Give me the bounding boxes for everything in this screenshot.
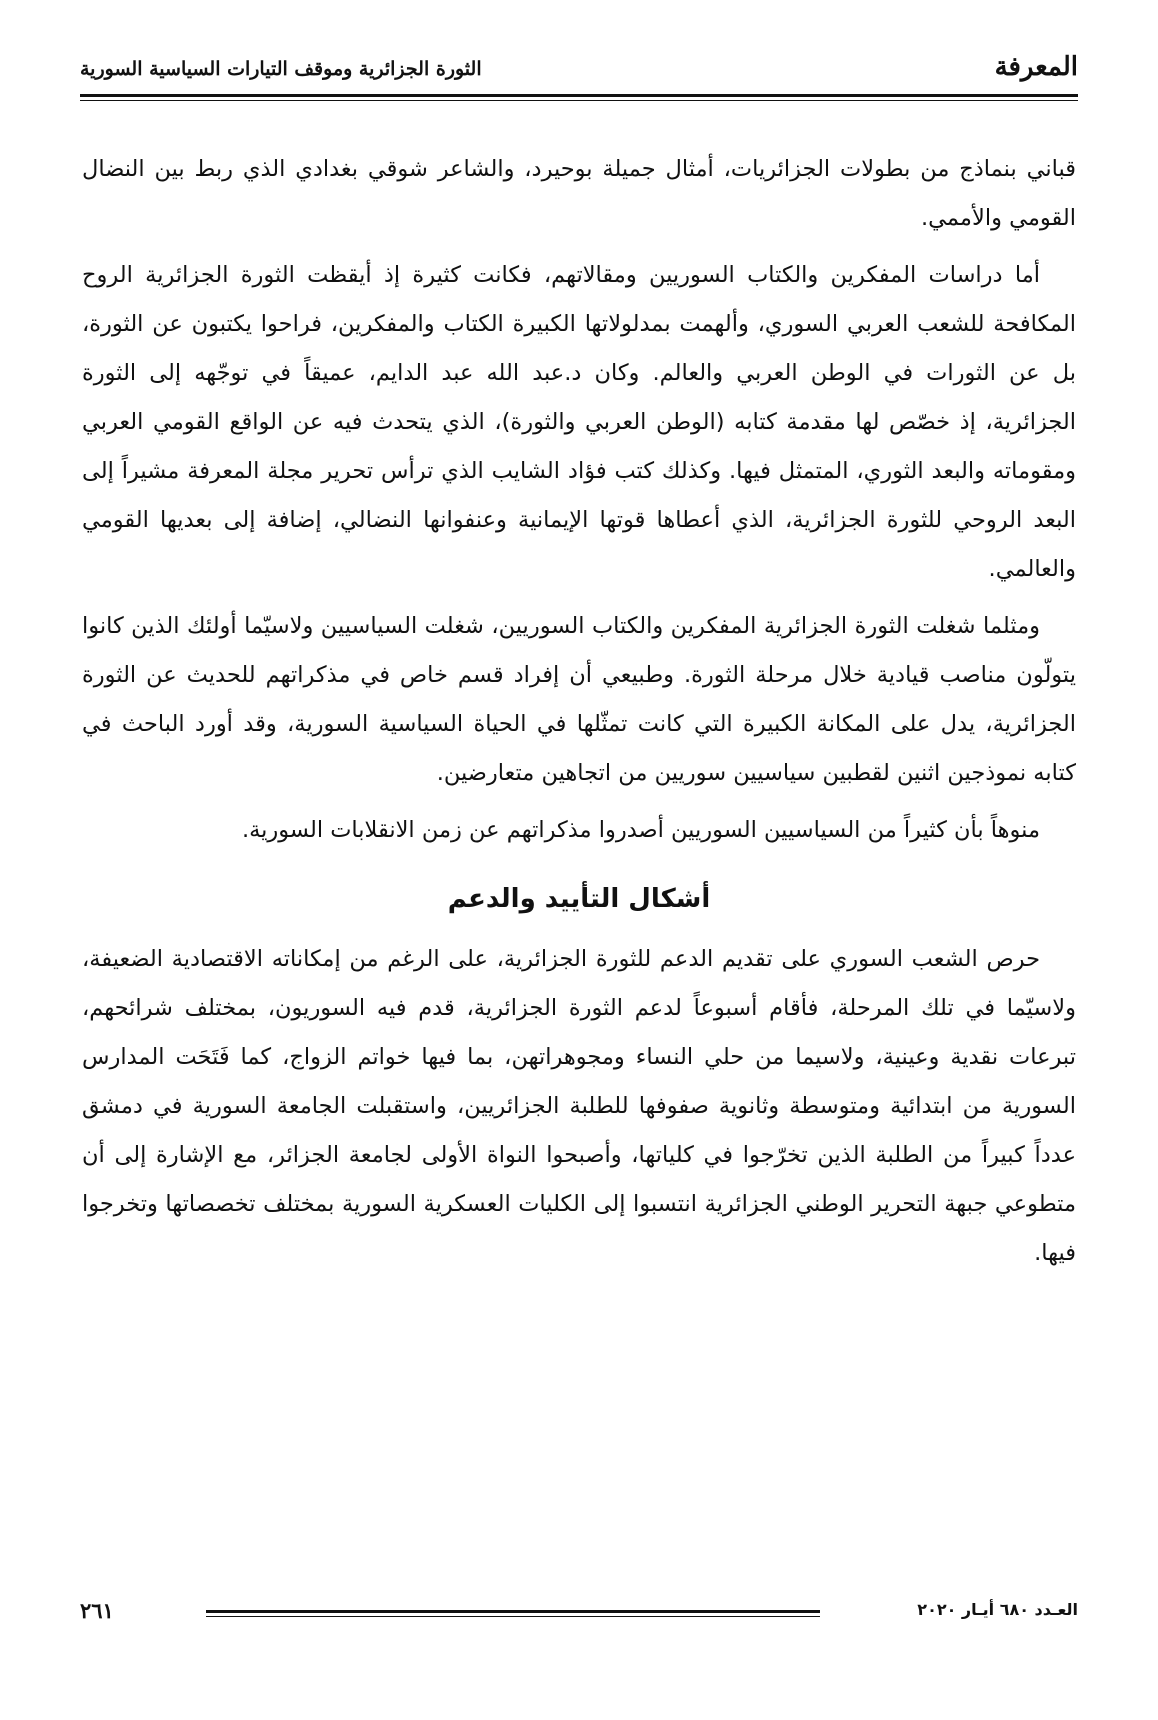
running-title: الثورة الجزائرية وموقف التيارات السياسية السورية [80,58,482,80]
paragraph-5: حرص الشعب السوري على تقديم الدعم للثورة الجزائرية، على الرغم من إمكاناته الاقتصادية الضعيفة، ولاسيّما في تلك المرحلة، فأقام أسبوعاً لدعم الثورة الجزائرية، قدم فيه السوريون، بمختلف شرائحهم، تبرعات نقدية وعينية، ولاسيما من حلي النساء ومجوهراتهن، بما فيها خواتم الزواج، كما فَتَحَت المدارس السورية من ابتدائية ومتوسطة وثانوية صفوفها للطلبة الجزائريين، واستقبلت الجامعة السورية في دمشق عدداً كبيراً من الطلبة الذين تخرّجوا في كلياتها، وأصبحوا النواة الأولى لجامعة الجزائر، مع الإشارة إلى أن متطوعي جبهة التحرير الوطني الجزائرية انتسبوا إلى الكليات العسكرية السورية بمختلف تخصصاتها وتخرجوا فيها. [82,946,1076,1266]
footer-rule-thin [206,1616,820,1617]
page-number: ٢٦١ [80,1598,114,1623]
page-header [80,48,1078,98]
paragraph-3: ومثلما شغلت الثورة الجزائرية المفكرين والكتاب السوريين، شغلت السياسيين ولاسيّما أولئك الذين كانوا يتولّون مناصب قيادية خلال مرحلة الثورة. وطبيعي أن إفراد قسم خاص في مذكراتهم للحديث عن الثورة الجزائرية، يدل على المكانة الكبيرة التي كانت تمثّلها في الحياة السياسية السورية، وقد أورد الباحث في كتابه نموذجين اثنين لقطبين سياسيين سوريين من اتجاهين متعارضين. [82,613,1076,786]
header-rule [80,94,1078,97]
paragraph-2: أما دراسات المفكرين والكتاب السوريين ومقالاتهم، فكانت كثيرة إذ أيقظت الثورة الجزائرية الروح المكافحة للشعب العربي السوري، وألهمت بمدلولاتها الكبيرة الكتاب والمفكرين، فراحوا يكتبون عن الثورة، بل عن الثورات في الوطن العربي والعالم. وكان د.عبد الله عبد الدايم، عميقاً في توجّهه إلى الثورة الجزائرية، إذ خصّص لها مقدمة كتابه (الوطن العربي والثورة)، الذي يتحدث فيه عن الواقع القومي العربي ومقوماته والبعد الثوري، المتمثل فيها. وكذلك كتب فؤاد الشايب الذي ترأس تحرير مجلة المعرفة مشيراً إلى البعد الروحي للثورة الجزائرية، الذي أعطاها قوتها الإيمانية وعنفوانها النضالي، إضافة إلى بعديها القومي والعالمي. [82,262,1076,582]
page-footer [80,1598,1078,1638]
section-heading: أشكال التأييد والدعم [447,884,711,914]
footer-rule [206,1610,820,1613]
article-body [82,145,1076,1286]
header-rule-thin [80,100,1078,101]
issue-info: العـدد ٦٨٠ أيـار ٢٠٢٠ [917,1600,1078,1619]
paragraph-1: قباني بنماذج من بطولات الجزائريات، أمثال جميلة بوحيرد، والشاعر شوقي بغدادي الذي ربط بين النضال القومي والأممي. [82,156,1076,231]
paragraph-4: منوهاً بأن كثيراً من السياسيين السوريين أصدروا مذكراتهم عن زمن الانقلابات السورية. [241,817,1040,843]
magazine-logo: المعرفة [994,52,1078,82]
